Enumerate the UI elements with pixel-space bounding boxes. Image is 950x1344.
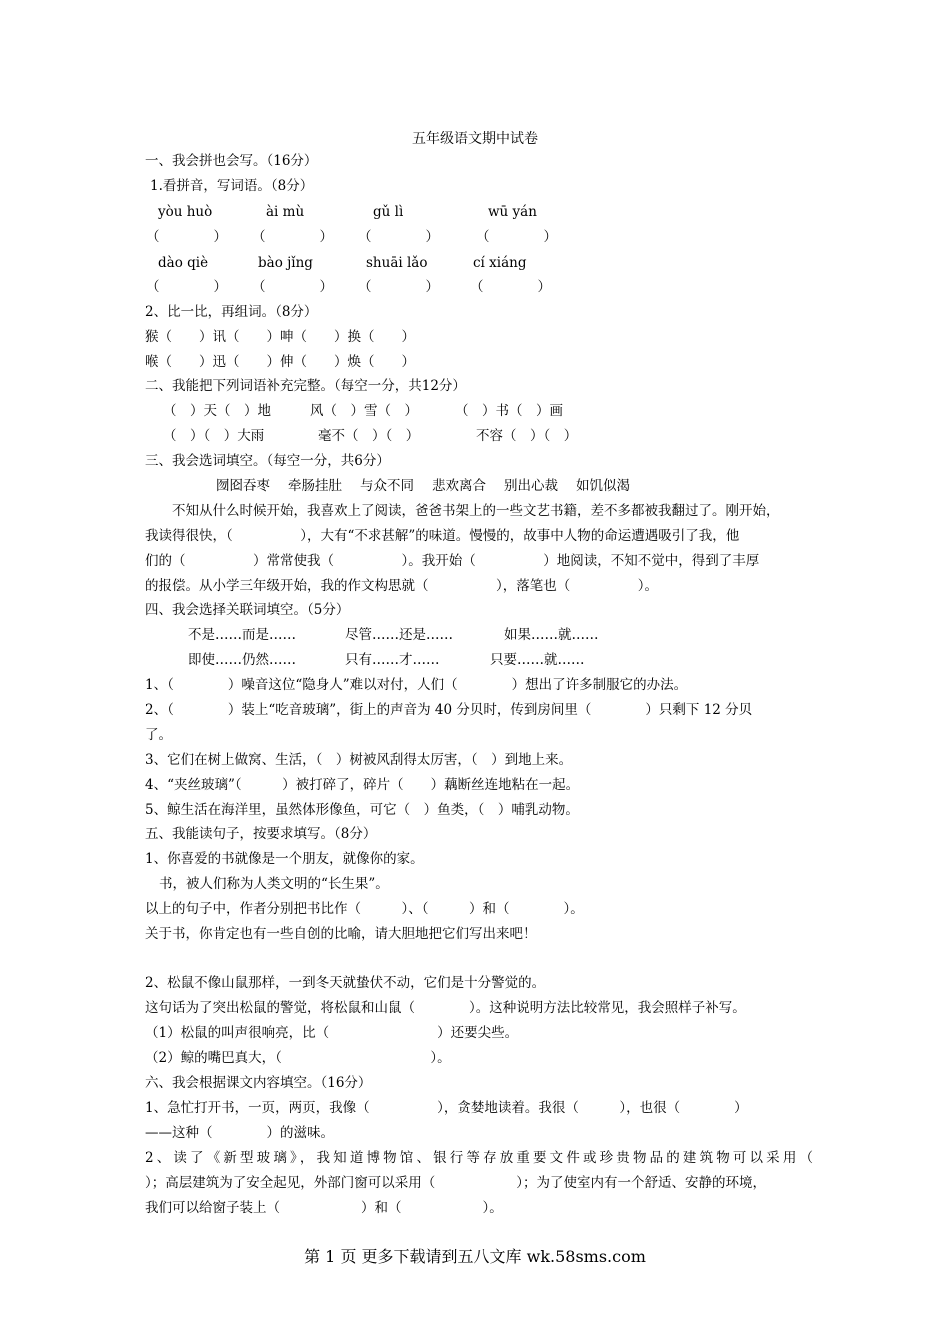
idiom-blank: 毫不（ ）（ ） (318, 428, 420, 444)
question-line: 书，被人们称为人类文明的“长生果”。 (159, 876, 389, 892)
q1-heading: 1.看拼音，写词语。（8分） (150, 178, 314, 194)
word-option: 别出心裁 (504, 478, 558, 494)
pinyin: shuāi lǎo (366, 255, 428, 271)
pinyin: ài mù (266, 204, 305, 220)
passage-line: 们的（ ）常常使我（ ）。我开始（ ）地阅读，不知不觉中，得到了丰厚 (145, 553, 760, 569)
question-line: 4、“夹丝玻璃”（ ）被打碎了，碎片（ ）藕断丝连地粘在一起。 (145, 777, 580, 793)
answer-blank[interactable]: （ ） (146, 279, 227, 295)
question-line: 2、松鼠不像山鼠那样，一到冬天就蛰伏不动，它们是十分警觉的。 (145, 975, 546, 991)
section-3-heading: 三、我会选词填空。（每空一分，共6分） (145, 453, 390, 469)
word-option: 与众不同 (360, 478, 414, 494)
idiom-blank: 风（ ）雪（ ） (310, 403, 418, 419)
idiom-blank: 不容（ ）（ ） (476, 428, 578, 444)
exam-title: 五年级语文期中试卷 (412, 131, 538, 147)
pinyin: dào qiè (158, 255, 209, 271)
question-line: 1、（ ）噪音这位“隐身人”难以对付，人们（ ）想出了许多制服它的办法。 (145, 677, 688, 693)
passage-line: 的报偿。从小学三年级开始，我的作文构思就（ ），落笔也（ ）。 (145, 578, 658, 594)
question-line: 2、读了《新型玻璃》，我知道博物馆、银行等存放重要文件或珍贵物品的建筑物可以采用（ (145, 1150, 813, 1166)
idiom-blank: （ ）（ ）大雨 (163, 428, 265, 444)
section-2-heading: 二、我能把下列词语补充完整。（每空一分，共12分） (145, 378, 466, 394)
pinyin: yòu huò (158, 204, 213, 220)
question-line: 了。 (145, 727, 172, 743)
word-option: 囫囵吞枣 (216, 478, 270, 494)
answer-blank[interactable]: （ ） (252, 229, 333, 245)
compare-row: 喉（ ）迅（ ）伸（ ）焕（ ） (145, 354, 415, 370)
conjunction-option: 只有……才…… (345, 652, 440, 668)
question-line: （2）鲸的嘴巴真大，（ ）。 (145, 1050, 451, 1066)
question-line: 关于书，你肯定也有一些自创的比喻，请大胆地把它们写出来吧！ (145, 926, 537, 942)
pinyin: cí xiáng (473, 255, 527, 271)
page-footer: 第 1 页 更多下载请到五八文库 wk.58sms.com (304, 1247, 646, 1266)
question-line: ——这种（ ）的滋味。 (145, 1125, 334, 1141)
section-4-heading: 四、我会选择关联词填空。（5分） (145, 602, 350, 618)
idiom-blank: （ ）书（ ）画 (455, 403, 563, 419)
section-5-heading: 五、我能读句子，按要求填写。（8分） (145, 826, 377, 842)
question-line: 我们可以给窗子装上（ ）和（ ）。 (145, 1200, 503, 1216)
question-line: 5、鲸生活在海洋里，虽然体形像鱼，可它（ ）鱼类，（ ）哺乳动物。 (145, 802, 579, 818)
idiom-blank: （ ）天（ ）地 (163, 403, 271, 419)
answer-blank[interactable]: （ ） (476, 229, 557, 245)
answer-blank[interactable]: （ ） (252, 279, 333, 295)
compare-row: 猴（ ）讯（ ）呻（ ）换（ ） (145, 329, 415, 345)
conjunction-option: 如果……就…… (504, 627, 599, 643)
question-line: （1）松鼠的叫声很响亮，比（ ）还要尖些。 (145, 1025, 519, 1041)
word-option: 悲欢离合 (432, 478, 486, 494)
answer-blank[interactable]: （ ） (146, 229, 227, 245)
conjunction-option: 只要……就…… (490, 652, 585, 668)
pinyin: wū yán (488, 204, 537, 220)
question-line: 这句话为了突出松鼠的警觉，将松鼠和山鼠（ ）。这种说明方法比较常见，我会照样子补写。 (145, 1000, 746, 1016)
answer-blank[interactable]: （ ） (358, 229, 439, 245)
word-option: 如饥似渴 (576, 478, 630, 494)
conjunction-option: 即使……仍然…… (188, 652, 296, 668)
word-option: 牵肠挂肚 (288, 478, 342, 494)
section-6-heading: 六、我会根据课文内容填空。（16分） (145, 1075, 372, 1091)
question-line: 2、（ ）装上“吃音玻璃”，街上的声音为 40 分贝时，传到房间里（ ）只剩下 12 分贝 (145, 702, 753, 718)
answer-blank[interactable]: （ ） (470, 279, 551, 295)
passage-line: 不知从什么时候开始，我喜欢上了阅读，爸爸书架上的一些文艺书籍，差不多都被我翻过了。刚开始， (172, 503, 780, 519)
question-line: 1、急忙打开书，一页，两页，我像（ ），贪婪地读着。我很（ ），也很（ ） (145, 1100, 748, 1116)
question-line: 3、它们在树上做窝、生活，（ ）树被风刮得太厉害，（ ）到地上来。 (145, 752, 573, 768)
question-line: 以上的句子中，作者分别把书比作（ ）、（ ）和（ ）。 (145, 901, 584, 917)
passage-line: 我读得很快，（ ），大有“不求甚解”的味道。慢慢的，故事中人物的命运遭遇吸引了我，他 (145, 528, 740, 544)
q2-heading: 2、比一比，再组词。（8分） (145, 304, 318, 320)
answer-blank[interactable]: （ ） (358, 279, 439, 295)
question-line: ）；高层建筑为了安全起见，外部门窗可以采用（ ）；为了使室内有一个舒适、安静的环境， (145, 1175, 766, 1191)
question-line: 1、你喜爱的书就像是一个朋友，就像你的家。 (145, 851, 424, 867)
pinyin: gǔ lì (373, 204, 404, 220)
section-1-heading: 一、我会拼也会写。（16分） (145, 153, 318, 169)
pinyin: bào jǐng (258, 255, 313, 271)
conjunction-option: 不是……而是…… (188, 627, 296, 643)
conjunction-option: 尽管……还是…… (345, 627, 453, 643)
